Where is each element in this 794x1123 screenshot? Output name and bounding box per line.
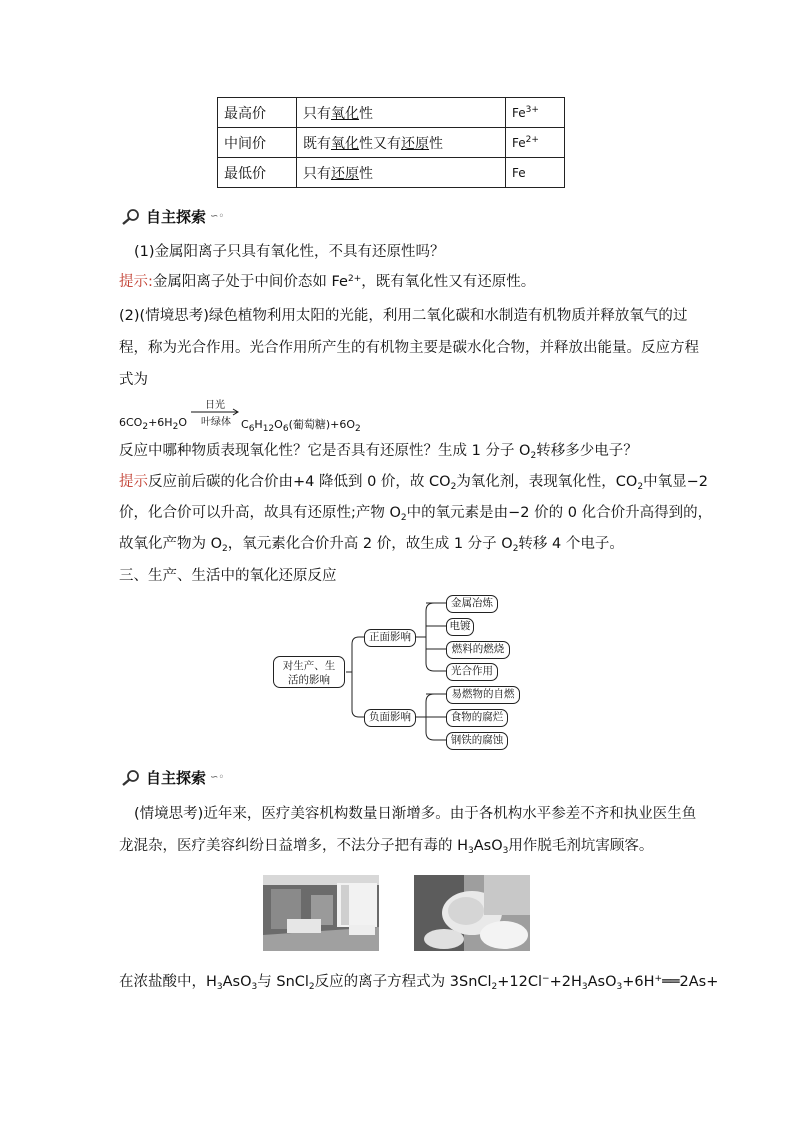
decorative-curl-icon: ∽◦ bbox=[210, 772, 225, 783]
question-2-line: (2)(情境思考)绿色植物利用太阳的光能，利用二氧化碳和水制造有机物质并释放氧气的过 bbox=[119, 308, 688, 324]
table-cell-property: 只有氧化性 bbox=[297, 98, 506, 128]
mindmap-leaf: 燃料的燃烧 bbox=[446, 641, 510, 659]
mindmap-leaf: 光合作用 bbox=[446, 663, 498, 681]
answer-2-line: 价，化合价可以升高，故具有还原性;产物 $O_2$中的氧元素是由−2 价的 0 化合价升高得到的， bbox=[119, 505, 713, 523]
mindmap-leaf: 易燃物的自燃 bbox=[446, 686, 520, 704]
question-2-line: 程，称为光合作用。光合作用所产生的有机物主要是碳水化合物，并释放出能量。反应方程 bbox=[119, 340, 699, 356]
equation-right: $C_6H_{12}O_6$(葡萄糖)$+6O_2$ bbox=[241, 418, 361, 434]
heading-text: 自主探索 bbox=[146, 208, 207, 226]
mindmap-negative: 负面影响 bbox=[364, 709, 416, 727]
question-2-ask: 反应中哪种物质表现氧化性？它是否具有还原性？生成 1 分子 $O_2$转移多少电子？ bbox=[119, 443, 638, 461]
equation-left: $6CO_2+6H_2O$ bbox=[119, 416, 187, 432]
question-2-line: 式为 bbox=[119, 372, 148, 388]
hint-label: 提示: bbox=[119, 274, 153, 290]
clinic-room-photo bbox=[263, 875, 379, 951]
mindmap-leaf: 电镀 bbox=[446, 618, 474, 636]
scenario-line: 龙混杂，医疗美容纠纷日益增多，不法分子把有毒的 $H_3AsO_3$用作脱毛剂坑害顾客。 bbox=[119, 838, 654, 856]
section-heading bbox=[120, 767, 224, 788]
mindmap-leaf: 钢铁的腐蚀 bbox=[446, 732, 508, 750]
decorative-curl-icon: ∽◦ bbox=[210, 211, 225, 222]
scenario-line: (情境思考)近年来，医疗美容机构数量日渐增多。由于各机构水平参差不齐和执业医生鱼 bbox=[134, 806, 697, 822]
table-cell-example: $Fe^{3+}$ bbox=[506, 98, 565, 128]
section-title: 三、生产、生活中的氧化还原反应 bbox=[119, 568, 337, 584]
table-cell-level: 最高价 bbox=[218, 98, 297, 128]
table-cell-example: $Fe^{2+}$ bbox=[506, 128, 565, 158]
table-cell-example: Fe bbox=[506, 158, 565, 188]
question-1: (1)金属阳离子只具有氧化性，不具有还原性吗？ bbox=[134, 244, 445, 260]
table-cell-level: 最低价 bbox=[218, 158, 297, 188]
answer-1: 提示:金属阳离子处于中间价态如 $Fe^{2+}$，既有氧化性又有还原性。 bbox=[119, 274, 536, 290]
table-cell-property: 既有氧化性又有还原性 bbox=[297, 128, 506, 158]
mindmap-leaf: 食物的腐烂 bbox=[446, 709, 508, 727]
facial-treatment-photo bbox=[414, 875, 530, 951]
hint-label: 提示 bbox=[119, 474, 148, 490]
mindmap-positive: 正面影响 bbox=[364, 629, 416, 647]
table-cell-level: 中间价 bbox=[218, 128, 297, 158]
equation-condition-below: 叶绿体 bbox=[201, 417, 231, 428]
heading-text: 自主探索 bbox=[146, 769, 207, 787]
answer-2-line: 故氧化产物为 $O_2$，氧元素化合价升高 2 价，故生成 1 分子 $O_2$转移 4 个电子。 bbox=[119, 536, 624, 554]
equation-condition-above: 日光 bbox=[205, 400, 225, 411]
table-cell-property: 只有还原性 bbox=[297, 158, 506, 188]
answer-2-line: 提示反应前后碳的化合价由+4 降低到 0 价，故 $CO_2$为氧化剂，表现氧化性，$CO_2$中氧显−2 bbox=[119, 474, 708, 492]
ionic-equation-line: 在浓盐酸中，$H_3AsO_3$与 SnCl$_2$反应的离子方程式为 $3SnCl_2+12Cl^-+2H_3AsO_3+6H^+══2As+$ bbox=[119, 974, 719, 992]
mindmap-root: 对生产、生 活的影响 bbox=[273, 656, 345, 688]
mindmap-leaf: 金属冶炼 bbox=[446, 595, 498, 613]
magnifier-icon bbox=[120, 769, 142, 787]
